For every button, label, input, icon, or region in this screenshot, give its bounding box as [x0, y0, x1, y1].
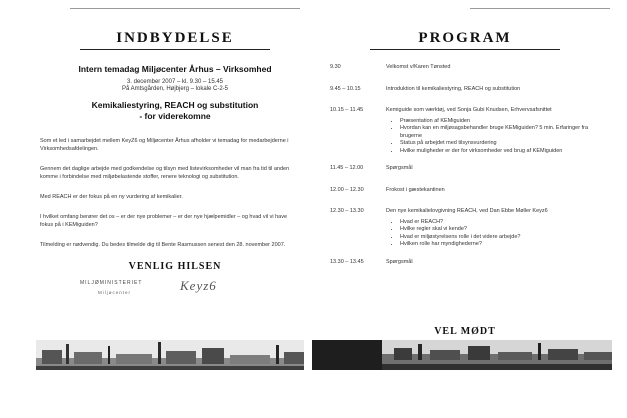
scan-edge-top-left	[70, 8, 300, 9]
program-time: 13.30 – 13.45	[330, 258, 364, 265]
scan-edge-top-right	[470, 8, 610, 9]
ministry-logo	[80, 280, 142, 295]
program-description: Introduktion til kemikaliestyring, REACH og substitution	[386, 85, 521, 92]
program-time: 9.30	[330, 64, 341, 70]
program-row	[330, 187, 600, 195]
program-heading: PROGRAM	[418, 30, 512, 46]
program-row	[330, 107, 600, 155]
program-bullets	[386, 118, 601, 156]
heading-rule	[80, 49, 270, 50]
bullet-item: • Hvilken rolle har myndighederne?	[400, 241, 601, 249]
ministry-logo-subtext: Miljøcenter	[98, 290, 132, 295]
program-description: Spørgsmål	[386, 258, 413, 265]
keyz-logo: Keyz6	[180, 278, 217, 293]
invitation-paragraph: Som et led i samarbejdet mellem KeyZ6 og Miljøcenter Århus afholder vi temadag for medarbejderne i Virksomhedsafdelingen.	[40, 138, 289, 152]
invitation-paragraph: Med REACH er der fokus på en ny vurdering af kemikalier.	[40, 194, 183, 200]
invitation-heading: INDBYDELSE	[116, 30, 234, 46]
program-time: 11.45 – 12.00	[330, 165, 364, 171]
program-time: 9.45 – 10.15	[330, 85, 361, 92]
program-description: Spørgsmål	[386, 165, 413, 171]
program-row	[330, 86, 600, 94]
invitation-paragraph: Gennem det daglige arbejde med godkendelse og tilsyn med listevirksomheder vil man fra tid til anden komme i forbindelse med miljøbelastende stoffer, renere teknologi og substitution.	[40, 166, 290, 180]
program-description	[386, 107, 601, 155]
program-row	[330, 208, 600, 249]
regards-heading: VENLIG HILSEN	[128, 261, 222, 272]
program-row	[330, 259, 600, 267]
invitation-column	[40, 30, 310, 300]
event-place: På Amtsgården, Højbjerg – lokale C-2-5	[121, 86, 229, 92]
program-column	[330, 30, 600, 337]
harbour-photo	[312, 340, 612, 370]
event-date: 3. december 2007 – kl. 9.30 – 15.45	[126, 79, 224, 85]
logo-row	[40, 278, 310, 300]
event-subtitle-tail: - for viderekomne	[139, 111, 211, 121]
factory-photo	[36, 340, 304, 370]
invitation-paragraph: Tilmelding er nødvendig. Du bedes tilmelde dig til Bente Rasmussen senest den 28. november 2007.	[40, 242, 286, 248]
closing-heading: VEL MØDT	[434, 326, 496, 337]
heading-rule	[370, 49, 560, 50]
bullet-item: • Hvad er miljøstyrelsens rolle i det videre arbejde?	[400, 234, 601, 242]
program-description: Velkomst v/Karen Tønsted	[386, 64, 451, 70]
program-time: 12.00 – 12.30	[330, 186, 364, 193]
harbour-photo-strip	[312, 340, 612, 370]
program-description-text: Den nye kemikalielovgivning REACH, ved Dan Ebbe Møller Keyz6	[386, 208, 548, 214]
invitation-paragraph: I hvilket omfang berører det os – er der nye problemer – er der nye hjælpemidler – og hvad vil vi have fokus på i KEMiguiden?	[40, 214, 288, 228]
program-description	[386, 208, 601, 249]
bullet-item: • Præsentation af KEMiguiden	[400, 118, 601, 126]
bullet-item: • Hvad er REACH?	[400, 219, 601, 227]
program-description: Frokost i gæstekantinen	[386, 186, 445, 193]
bullet-item: • Hvordan kan en miljøsagsbehandler bruge KEMiguiden? 5 min. Erfaringer fra brugerne	[400, 125, 601, 140]
program-table	[330, 64, 600, 266]
bullet-item: • Status på arbejdet med tilsynsvurdering	[400, 140, 601, 148]
program-description-text: Kemiguide som værktøj, ved Sonja Gubi Knudsen, Erhvervsafsnittet	[386, 107, 552, 113]
program-row	[330, 165, 600, 173]
program-time: 12.30 – 13.30	[330, 208, 364, 214]
event-title: Intern temadag Miljøcenter Århus – Virksomhed	[78, 64, 272, 74]
program-bullets	[386, 219, 601, 249]
factory-photo-strip	[36, 340, 304, 370]
ministry-logo-text: MILJØMINISTERIET	[80, 280, 143, 286]
bullet-item: • Hvilke regler skal vi kende?	[400, 226, 601, 234]
program-row	[330, 64, 600, 72]
bullet-item: • Hvilke muligheder er der for virksomheder ved brug af KEMiguiden	[400, 148, 601, 156]
event-subtitle: Kemikaliestyring, REACH og substitution	[91, 100, 259, 110]
program-time: 10.15 – 11.45	[330, 107, 364, 113]
